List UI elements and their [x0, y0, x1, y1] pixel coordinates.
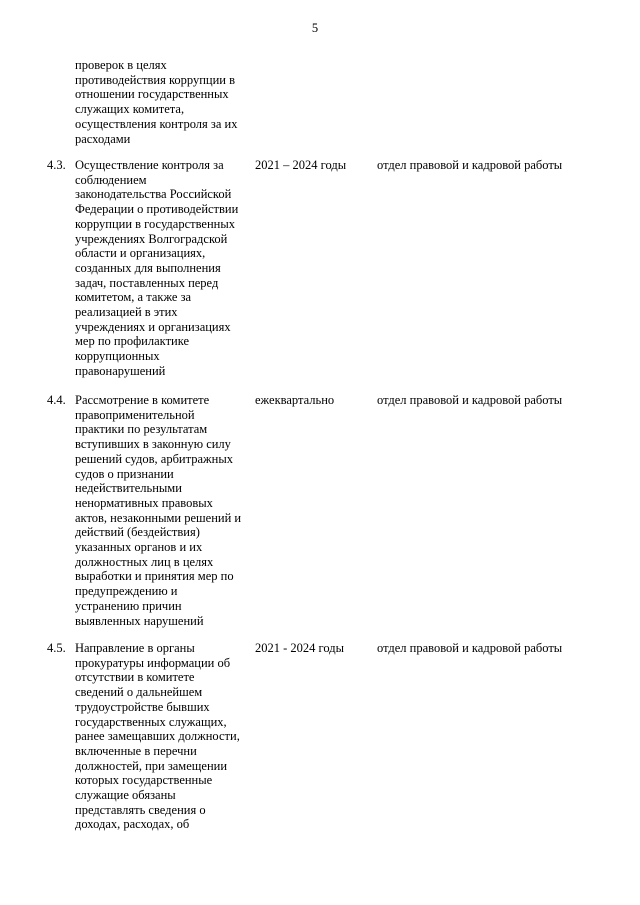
- measure-description: Осуществление контроля за соблюдением законодательства Российской Федерации о противодействии коррупции в государственных учреждениях Волгоградской области и организациях, созданных для выполнения задач, поставленных перед комитетом, а также за реализацией в этих учреждениях и организациях мер по профилактике коррупционных правонарушений: [75, 158, 239, 378]
- item-number: 4.3.: [47, 158, 66, 172]
- execution-term: 2021 – 2024 годы: [255, 158, 347, 172]
- measure-description: Рассмотрение в комитете правоприменительной практики по результатам вступивших в законную силу решений судов, арбитражных судов о признании недействительными ненормативных правовых актов, незаконными решений и действий (бездействия) указанных органов и их должностных лиц в целях выработки и принятия мер по предупреждению и устранению причин выявленных нарушений: [75, 393, 242, 628]
- execution-term: 2021 - 2024 годы: [255, 641, 345, 655]
- responsible-executor: отдел правовой и кадровой работы: [377, 158, 563, 172]
- item-number: 4.5.: [47, 641, 66, 655]
- execution-term: ежеквартально: [255, 393, 335, 407]
- responsible-executor: отдел правовой и кадровой работы: [377, 393, 563, 407]
- responsible-executor: отдел правовой и кадровой работы: [377, 641, 563, 655]
- measure-description: Направление в органы прокуратуры информации об отсутствии в комитете сведений о дальнейшем трудоустройстве бывших государственных служащих, ранее замещавших должности, включенные в перечни должностей, при замещении которых государственные служащие обязаны представлять сведения о доходах, расходах, об: [75, 641, 240, 832]
- measure-description: проверок в целях противодействия коррупции в отношении государственных служащих комитета, осуществления контроля за их расходами: [75, 58, 238, 146]
- item-number: 4.4.: [47, 393, 66, 407]
- page-number: 5: [311, 21, 319, 35]
